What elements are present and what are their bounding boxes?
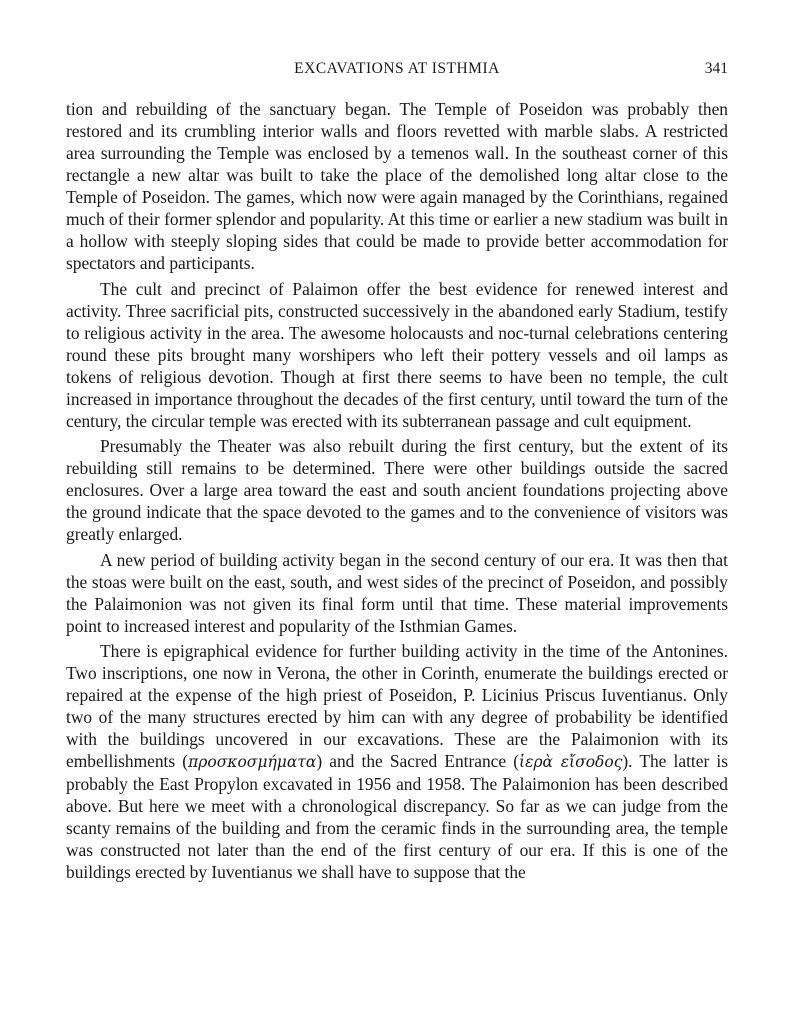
paragraph-text: There is epigraphical evidence for further building activity in the time of the Antonines. Two inscriptions, one now in Verona, the other in Corinth, enumerate the buildings erected or repaired at the expense of the high priest of Poseidon, P. Licinius Priscus Iuventianus. Only two of the many structures erected by him can with any degree of probability be identified with the buildings uncovered in our excavations. These are the Palaimonion with its embellishments (	[66, 641, 728, 771]
greek-term: ἱερὰ εἴσοδος	[519, 753, 623, 771]
paragraph: tion and rebuilding of the sanctuary began. The Temple of Poseidon was probably then restored and its crumbling interior walls and floors revetted with marble slabs. A restricted area surrounding the Temple was enclosed by a temenos wall. In the southeast corner of this rectangle a new altar was built to take the place of the demolished long altar close to the Temple of Poseidon. The games, which now were again managed by the Corinthians, regained much of their former splendor and popularity. At this time or earlier a new stadium was built in a hollow with steeply sloping sides that could be made to provide better accommodation for spectators and participants.	[66, 99, 728, 273]
running-title: EXCAVATIONS AT ISTHMIA	[294, 60, 500, 77]
running-header	[66, 60, 728, 88]
body-text	[66, 98, 728, 883]
paragraph: Presumably the Theater was also rebuilt during the first century, but the extent of its rebuilding still remains to be determined. There were other buildings outside the sacred enclosures. Over a large area toward the east and south ancient foundations projecting above the ground indicate that the space devoted to the games and to the convenience of visitors was greatly enlarged.	[66, 436, 728, 544]
paragraph: The cult and precinct of Palaimon offer the best evidence for renewed interest and activity. Three sacrificial pits, constructed successively in the abandoned early Stadium, testify to religious activity in the area. The awesome holocausts and noc-turnal celebrations centering round these pits brought many worshipers who left their pottery vessels and oil lamps as tokens of religious devotion. Though at first there seems to have been no temple, the cult increased in importance throughout the decades of the first century, until toward the turn of the century, the circular temple was erected with its subterranean passage and cult equipment.	[66, 278, 728, 431]
paragraph-text: ) and the Sacred Entrance (	[316, 751, 520, 771]
page	[66, 60, 728, 883]
paragraph: A new period of building activity began in the second century of our era. It was then that the stoas were built on the east, south, and west sides of the precinct of Poseidon, and possibly the Palaimonion was not given its final form until that time. These material improvements point to increased interest and popularity of the Isthmian Games.	[66, 549, 728, 636]
greek-term: προσκοσμήματα	[188, 753, 317, 771]
page-number: 341	[704, 60, 728, 77]
paragraph-text: ). The latter is probably the East Propylon excavated in 1956 and 1958. The Palaimonion has been described above. But here we meet with a chronological discrepancy. So far as we can judge from the scanty remains of the building and from the ceramic finds in the surrounding area, the temple was constructed not later than the end of the first century of our era. If this is one of the buildings erected by Iuventianus we shall have to suppose that the	[66, 751, 728, 882]
paragraph	[66, 640, 728, 883]
